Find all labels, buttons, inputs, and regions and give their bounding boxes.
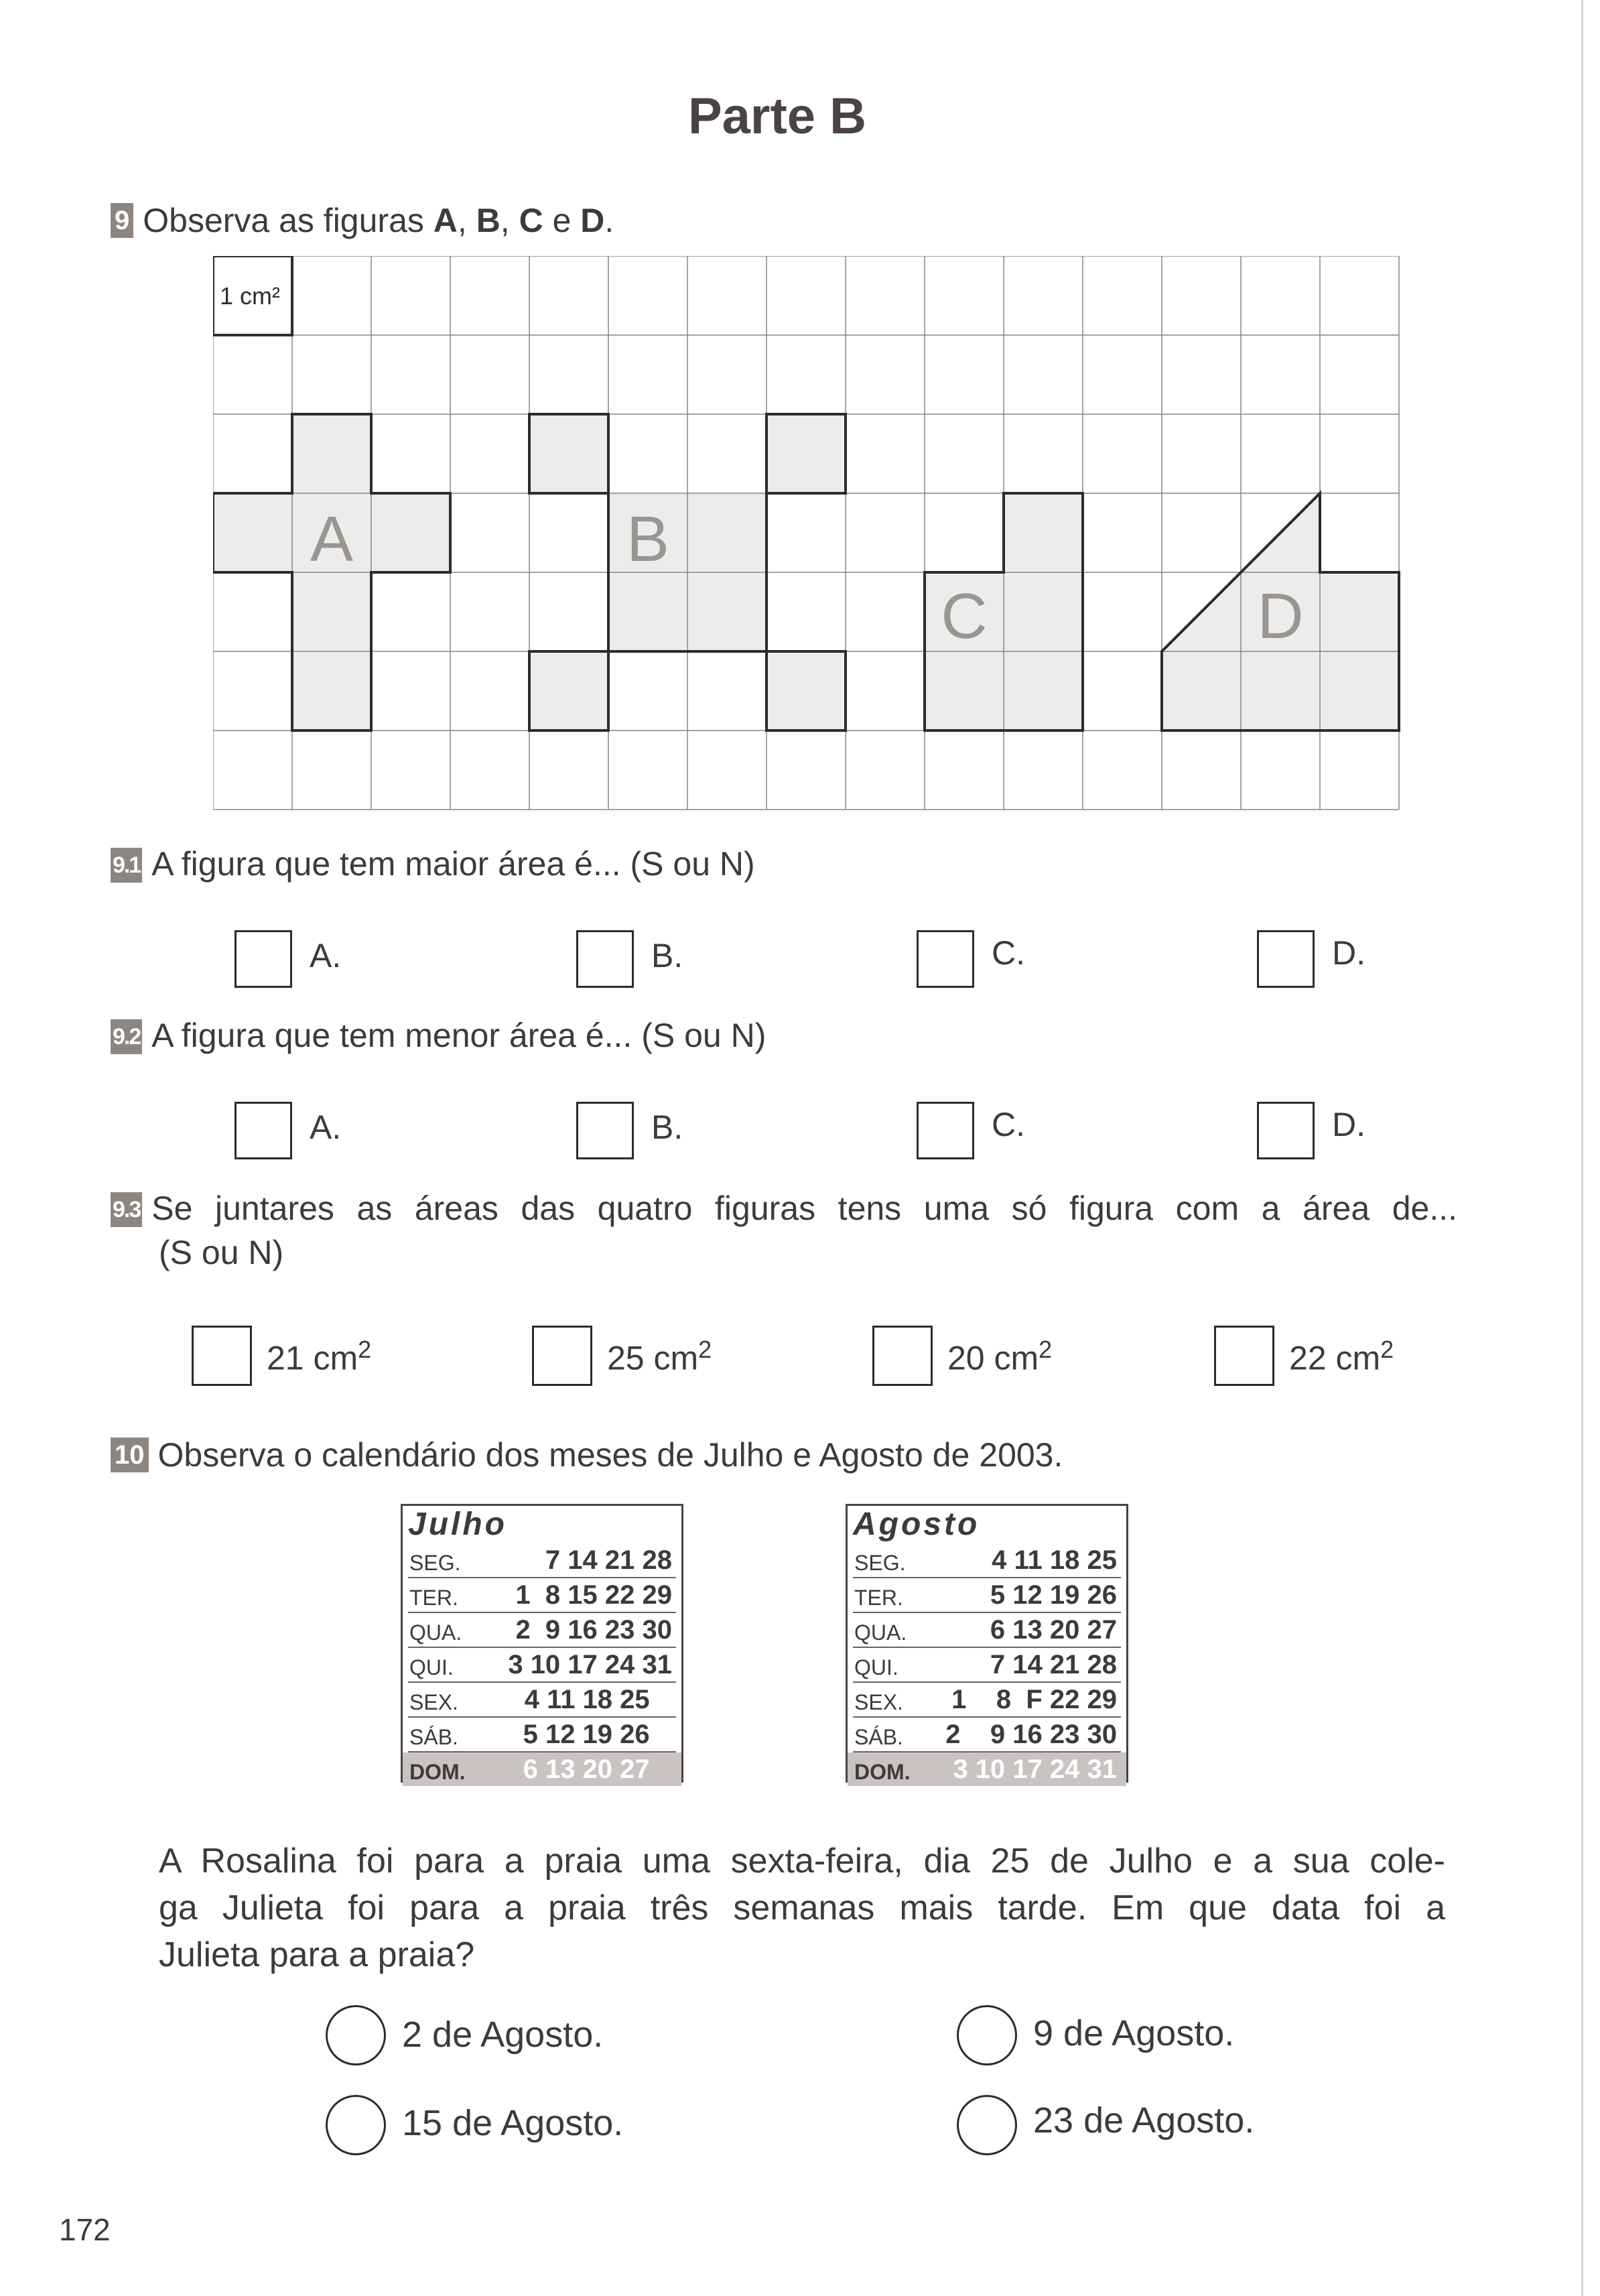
calendar-row-sunday bbox=[848, 1752, 1126, 1786]
calendar-month-title: Julho bbox=[408, 1507, 507, 1542]
row-dates: 3 10 17 24 31 bbox=[953, 1755, 1117, 1784]
answer-box-9-1-b[interactable] bbox=[576, 930, 634, 988]
weekday-label: QUA. bbox=[409, 1620, 462, 1645]
calendar-row bbox=[853, 1613, 1121, 1648]
weekday-label: SÁB. bbox=[409, 1725, 458, 1749]
option-label bbox=[947, 1330, 1052, 1379]
prompt-text: Observa as figuras bbox=[143, 202, 434, 239]
prompt-and: e bbox=[543, 202, 581, 239]
prompt-figure-d: D bbox=[580, 202, 605, 239]
question-number-badge: 10 bbox=[111, 1438, 149, 1472]
weekday-label: TER. bbox=[854, 1586, 903, 1610]
row-dates: 5 12 19 26 bbox=[953, 1580, 1117, 1610]
page-number: 172 bbox=[59, 2212, 111, 2247]
row-dates: 4 11 18 25 bbox=[954, 1545, 1117, 1575]
question-number-badge: 9.1 bbox=[111, 848, 142, 883]
question-10-paragraph-line-1: A Rosalina foi para a praia uma sexta-feira, dia 25 de Julho e a sua cole- bbox=[159, 1842, 1445, 1880]
option-label: 15 de Agosto. bbox=[402, 2103, 624, 2143]
answer-box-9-3-20[interactable] bbox=[872, 1326, 933, 1386]
question-9-1-prompt bbox=[111, 843, 755, 885]
calendar-agosto bbox=[846, 1504, 1128, 1783]
calendar-row bbox=[853, 1683, 1121, 1718]
option-label bbox=[267, 1330, 371, 1379]
row-dates: 7 14 21 28 bbox=[523, 1545, 672, 1575]
weekday-label: SEG. bbox=[854, 1551, 906, 1575]
option-label: 2 de Agosto. bbox=[402, 2015, 604, 2055]
figure-b-label: B bbox=[626, 503, 670, 575]
row-dates: 5 12 19 26 bbox=[523, 1720, 672, 1749]
page-title: Parte B bbox=[687, 88, 867, 145]
prompt-sep: , bbox=[457, 202, 476, 239]
radio-option-15-agosto[interactable] bbox=[326, 2095, 386, 2155]
calendar-row bbox=[853, 1648, 1121, 1683]
weekday-label: SEX. bbox=[409, 1690, 458, 1714]
row-dates: 7 14 21 28 bbox=[953, 1650, 1117, 1679]
option-label: 23 de Agosto. bbox=[1033, 2100, 1255, 2141]
answer-box-9-2-a[interactable] bbox=[235, 1102, 292, 1159]
radio-option-9-agosto[interactable] bbox=[957, 2005, 1017, 2065]
unit-square-label: 1 cm² bbox=[220, 282, 280, 310]
answer-box-9-2-b[interactable] bbox=[576, 1102, 634, 1159]
calendar-row bbox=[408, 1613, 676, 1648]
calendar-julho bbox=[401, 1504, 683, 1783]
prompt-text-line2: (S ou N) bbox=[159, 1234, 284, 1271]
option-value: 25 cm bbox=[607, 1339, 699, 1377]
option-value: 20 cm bbox=[947, 1339, 1039, 1377]
answer-box-9-3-25[interactable] bbox=[532, 1326, 592, 1386]
figure-a-label: A bbox=[310, 503, 354, 575]
figure-d-label: D bbox=[1257, 580, 1304, 652]
row-dates: 2 9 16 23 30 bbox=[515, 1615, 672, 1645]
option-label: B. bbox=[651, 937, 683, 974]
prompt-end: . bbox=[604, 202, 614, 239]
option-label: C. bbox=[992, 1106, 1025, 1143]
option-value: 22 cm bbox=[1289, 1339, 1381, 1377]
prompt-figure-a: A bbox=[433, 202, 458, 239]
page-margin-line bbox=[1581, 0, 1583, 2296]
question-9-3-prompt bbox=[111, 1188, 1457, 1229]
option-exponent: 2 bbox=[698, 1336, 712, 1363]
weekday-label: TER. bbox=[409, 1586, 458, 1610]
question-9-2-prompt bbox=[111, 1015, 766, 1056]
calendar-row bbox=[408, 1683, 676, 1718]
weekday-label: DOM. bbox=[854, 1760, 911, 1784]
question-number-badge: 9.3 bbox=[111, 1192, 142, 1227]
question-10-paragraph-line-2: ga Julieta foi para a praia três semanas mais tarde. Em que data foi a bbox=[159, 1889, 1445, 1927]
option-label: C. bbox=[992, 934, 1025, 972]
row-dates: 3 10 17 24 31 bbox=[508, 1650, 672, 1679]
calendar-row bbox=[853, 1578, 1121, 1613]
row-dates: 6 13 20 27 bbox=[523, 1755, 672, 1784]
weekday-label: QUI. bbox=[854, 1655, 898, 1679]
question-10-prompt bbox=[111, 1434, 1063, 1476]
calendar-row bbox=[408, 1578, 676, 1613]
prompt-sep: , bbox=[500, 202, 519, 239]
calendar-row bbox=[853, 1543, 1121, 1578]
question-number-badge: 9 bbox=[111, 203, 133, 238]
row-dates: 6 13 20 27 bbox=[953, 1615, 1117, 1645]
calendar-row bbox=[408, 1718, 676, 1752]
option-exponent: 2 bbox=[1380, 1336, 1394, 1363]
option-label bbox=[1289, 1330, 1394, 1379]
option-value: 21 cm bbox=[267, 1339, 358, 1377]
answer-box-9-2-d[interactable] bbox=[1257, 1102, 1315, 1159]
row-dates: 1 8 F 22 29 bbox=[951, 1685, 1117, 1714]
calendar-row bbox=[408, 1543, 676, 1578]
question-9-prompt bbox=[111, 200, 614, 241]
area-figures-grid bbox=[213, 256, 1400, 814]
weekday-label: SEG. bbox=[409, 1551, 461, 1575]
answer-box-9-3-22[interactable] bbox=[1214, 1326, 1274, 1386]
answer-box-9-1-a[interactable] bbox=[235, 930, 292, 988]
radio-option-23-agosto[interactable] bbox=[957, 2095, 1017, 2155]
option-label bbox=[607, 1330, 712, 1379]
option-exponent: 2 bbox=[358, 1336, 372, 1363]
option-label: A. bbox=[310, 937, 342, 974]
radio-option-2-agosto[interactable] bbox=[326, 2005, 386, 2065]
prompt-text: A figura que tem maior área é... (S ou N) bbox=[151, 845, 755, 883]
option-label: 9 de Agosto. bbox=[1033, 2013, 1235, 2053]
prompt-text: Se juntares as áreas das quatro figuras tens uma só figura com a área de... bbox=[151, 1190, 1457, 1227]
calendar-row-sunday bbox=[403, 1752, 681, 1786]
answer-box-9-3-21[interactable] bbox=[192, 1326, 252, 1386]
answer-box-9-1-d[interactable] bbox=[1257, 930, 1315, 988]
weekday-label: QUI. bbox=[409, 1655, 454, 1679]
option-label: D. bbox=[1332, 1106, 1365, 1143]
row-dates: 1 8 15 22 29 bbox=[515, 1580, 672, 1610]
calendar-month-title: Agosto bbox=[853, 1507, 980, 1542]
prompt-figure-b: B bbox=[476, 202, 501, 239]
weekday-label: SEX. bbox=[854, 1690, 903, 1714]
option-label: D. bbox=[1332, 934, 1365, 972]
prompt-figure-c: C bbox=[519, 202, 543, 239]
prompt-text: Observa o calendário dos meses de Julho e Agosto de 2003. bbox=[157, 1436, 1063, 1474]
option-exponent: 2 bbox=[1039, 1336, 1053, 1363]
option-label: B. bbox=[651, 1108, 683, 1146]
weekday-label: QUA. bbox=[854, 1620, 907, 1645]
row-dates: 4 11 18 25 bbox=[524, 1685, 672, 1714]
question-number-badge: 9.2 bbox=[111, 1019, 142, 1054]
answer-box-9-2-c[interactable] bbox=[917, 1102, 974, 1159]
question-10-paragraph-line-3: Julieta para a praia? bbox=[159, 1935, 475, 1974]
option-label: A. bbox=[310, 1108, 342, 1146]
calendar-row bbox=[853, 1718, 1121, 1752]
figure-c-label: C bbox=[941, 580, 988, 652]
weekday-label: DOM. bbox=[409, 1760, 466, 1784]
row-dates: 2 9 16 23 30 bbox=[945, 1720, 1117, 1749]
answer-box-9-1-c[interactable] bbox=[917, 930, 974, 988]
weekday-label: SÁB. bbox=[854, 1725, 903, 1749]
calendar-row bbox=[408, 1648, 676, 1683]
prompt-text: A figura que tem menor área é... (S ou N) bbox=[151, 1017, 766, 1054]
